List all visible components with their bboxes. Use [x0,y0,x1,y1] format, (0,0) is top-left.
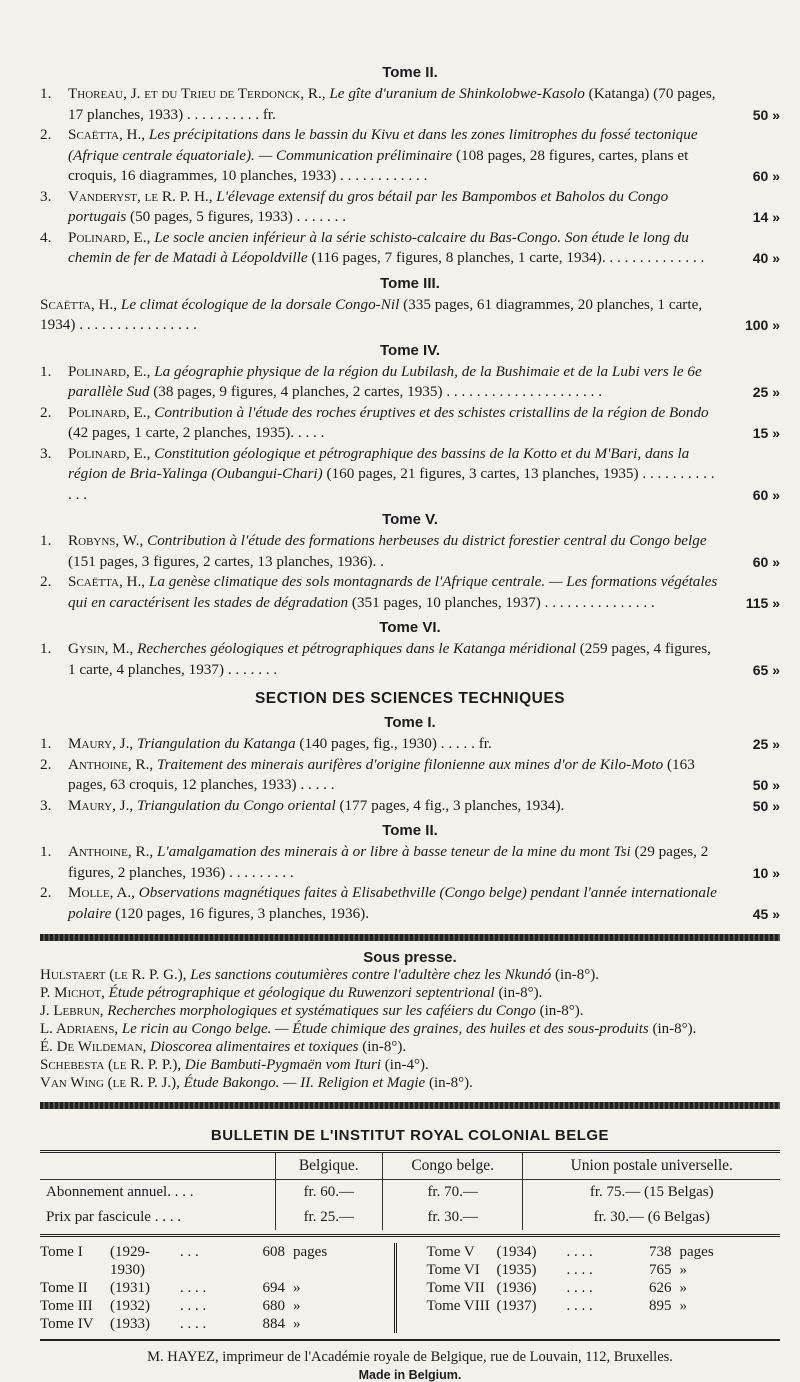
press-author: Schebesta (le R. P. P.), [40,1057,182,1073]
volume-pages: 765 [649,1262,672,1278]
volume-tome: Tome III [40,1298,93,1314]
entry-number: 3. [40,444,52,462]
volume-dots: . . . . [180,1280,207,1296]
entry-price: 15 » [752,425,780,441]
entry-title: Contribution à l'étude des formations herbeuses du district forestier central du Congo belge [147,532,707,549]
entry-title: Le gîte d'uranium de Shinkolobwe-Kasolo [329,85,585,102]
volume-unit: pages [293,1244,328,1260]
volume-pages: 608 [262,1244,285,1260]
entry-text [40,572,780,613]
entry-author: Polinard, E., [68,444,151,462]
entry-text [40,84,780,125]
entry [40,444,780,506]
press-author: J. Lebrun, [40,1003,104,1019]
bulletin-heading: BULLETIN DE L'INSTITUT ROYAL COLONIAL BELGE [210,1127,610,1144]
volume-dots: . . . . [566,1298,593,1314]
volume-unit: » [679,1262,687,1278]
tome-heading: Tome V. [382,511,438,528]
entry-author: Robyns, W., [68,532,144,549]
entry-text [40,187,780,228]
entry-details: (140 pages, fig., 1930) . . . . . fr. [299,735,492,752]
entry-text [40,403,780,444]
entry [40,883,780,924]
volume-tome: Tome II [40,1280,88,1296]
entry-details: (120 pages, 16 figures, 3 planches, 1936). [115,904,370,922]
volume-unit: » [293,1280,301,1296]
entry-author: Scaëtta, H., [40,295,118,313]
entry-number: 1. [40,362,52,380]
entry-price: 115 » [745,594,780,611]
printer-line: M. HAYEZ, imprimeur de l'Académie royale de Belgique, rue de Louvain, 112, Bruxelles. [147,1349,673,1365]
press-format: (in-4°). [384,1057,429,1073]
entry [40,531,780,572]
volume-column-right [394,1243,781,1333]
volume-unit: » [679,1298,687,1314]
press-item [40,1074,780,1092]
entry-number: 1. [40,85,52,102]
column-header [40,1152,275,1180]
entry-details: (38 pages, 9 figures, 4 planches, 2 cartes, 1935) . . . . . . . . . . . . . . . . . . . . . [153,383,603,400]
volume-row [427,1297,781,1315]
natural-sciences-list [40,64,780,680]
entry-details: (163 pages, 63 croquis, 12 planches, 1933) . . . . . [68,755,695,793]
entry-price: 50 » [752,106,780,123]
entry-number: 1. [40,843,52,860]
entry-price: 25 » [752,384,780,400]
entry-text [40,125,780,187]
entry-details: (108 pages, 28 figures, cartes, plans et croquis, 16 diagrammes, 10 planches, 1933) . . . . . . . . . . . . [68,146,689,184]
entry [40,125,780,187]
entry-number: 1. [40,532,52,549]
tome-heading: Tome III. [380,274,440,292]
volume-unit: » [679,1280,687,1296]
volume-year: (1936) [496,1280,537,1296]
entry-text [40,883,780,924]
column-header: Belgique. [275,1152,382,1180]
volume-dots: . . . [180,1244,199,1260]
technical-sciences-list [40,714,780,924]
entry [40,295,780,336]
entry-author: Thoreau, J. et du Trieu de Terdonck, R., [68,85,326,102]
entry-author: Gysin, M., [68,640,134,657]
press-item [40,1002,780,1020]
volume-row [40,1315,394,1333]
content [40,58,780,1382]
cell: fr. 60.— [275,1180,382,1206]
entry-details: (29 pages, 2 figures, 2 planches, 1936) . . . . . . . . . [68,843,709,881]
entry-author: Molle, A., [68,884,135,901]
entry-title: L'élevage extensif du gros bétail par les Bampombos et Baholos du Congo portugais [68,187,669,225]
column-header: Union postale universelle. [523,1152,780,1180]
subscription-table [40,1150,780,1230]
press-title: Les sanctions coutumières contre l'adultère chez les Nkundó [190,967,552,983]
entry-number: 3. [40,187,52,205]
entry [40,842,780,883]
entry-text [40,842,780,883]
entry [40,734,780,755]
divider [40,934,780,941]
cell: fr. 30.— (6 Belgas) [523,1205,780,1230]
entry-details: (Katanga) (70 pages, 17 planches, 1933) . . . . . . . . . . fr. [68,85,716,123]
press-format: (in-8°). [539,1003,584,1019]
entry-details: (335 pages, 61 diagrammes, 20 planches, 1 carte, 1934) . . . . . . . . . . . . . . . . [40,295,703,333]
entry-author: Anthoine, R., [68,755,154,773]
entry-number: 3. [40,796,52,814]
volume-pages: 738 [649,1244,672,1260]
table-row [40,1205,780,1230]
section-title: SECTION DES SCIENCES TECHNIQUES [254,690,566,707]
volume-dots: . . . . [180,1316,207,1332]
entry-price: 60 » [752,486,780,503]
entry-number: 1. [40,640,52,657]
entry-title: Contribution à l'étude des roches éruptives et des schistes cristallins de la région de Bondo [154,403,709,421]
entry-price: 50 » [752,797,780,814]
press-item [40,966,780,984]
entry-title: L'amalgamation des minerais à or libre à basse teneur de la mine du mont Tsi [156,843,631,860]
volume-tome: Tome VI [426,1262,480,1278]
entry-price: 40 » [752,250,780,266]
entry-price: 100 » [744,317,780,333]
press-heading: Sous presse. [363,949,457,966]
press-title: Étude pétrographique et géologique du Ruwenzori septentrional [108,985,495,1001]
entry [40,403,780,444]
entry [40,362,780,403]
press-item [40,1038,780,1056]
entry-text [40,295,780,336]
entry-title: Triangulation du Congo oriental [136,796,336,814]
entry-title: Observations magnétiques faites à Elisabethville (Congo belge) pendant l'année internationale polaire [68,884,717,922]
volume-list [40,1234,780,1341]
press-author: L. Adriaens, [40,1021,119,1037]
entry-author: Scaëtta, H., [68,573,146,590]
entry-title: La genèse climatique des sols montagnards de l'Afrique centrale. — Les formations végétales qui en caractérisent les stades de dégradation [68,573,718,611]
entry-details: (50 pages, 5 figures, 1933) . . . . . . . [130,208,346,225]
volume-unit: » [293,1298,301,1314]
press-author: Van Wing (le R. P. J.), [40,1075,180,1091]
entry [40,187,780,228]
volume-tome: Tome IV [40,1316,94,1332]
press-author: É. De Wildeman, [40,1039,147,1055]
volume-pages: 884 [262,1316,285,1332]
entry-text [40,362,780,403]
entry-text [40,734,780,755]
entry [40,572,780,613]
entry-details: (151 pages, 3 figures, 2 cartes, 13 planches, 1936). . [68,552,384,570]
entry-details: (116 pages, 7 figures, 8 planches, 1 carte, 1934). . . . . . . . . . . . . . [311,249,705,266]
entry-title: Traitement des minerais aurifères d'origine filonienne aux mines d'or de Kilo-Moto [156,755,664,773]
column-header: Congo belge. [382,1152,523,1180]
press-title: Die Bambuti-Pygmaën vom Ituri [184,1057,382,1073]
volume-dots: . . . . [566,1244,593,1260]
entry-details: (160 pages, 21 figures, 3 cartes, 13 planches, 1935) . . . . . . . . . . . . . [68,465,715,503]
volume-dots: . . . . [180,1298,207,1314]
entry-details: (259 pages, 4 figures, 1 carte, 4 planches, 1937) . . . . . . . [68,640,711,678]
entry-text [40,531,780,572]
entry [40,796,780,817]
entry-author: Polinard, E., [68,362,151,380]
tome-heading: Tome I. [384,714,436,731]
entry-details: (177 pages, 4 fig., 3 planches, 1934). [339,796,565,814]
press-format: (in-8°). [555,967,599,983]
volume-row [40,1279,394,1297]
entry [40,639,780,680]
entry-author: Anthoine, R., [68,843,154,860]
entry [40,755,780,796]
press-list [40,966,780,1092]
cell: fr. 70.— [382,1180,523,1206]
volume-row [427,1279,781,1297]
volume-dots: . . . . [566,1262,593,1278]
entry-author: Maury, J., [68,735,134,752]
volume-pages: 694 [262,1280,285,1296]
entry-number: 2. [40,403,52,421]
volume-unit: pages [679,1244,714,1260]
entry-text [40,639,780,680]
entry-number: 2. [40,755,52,773]
entry-title: Le socle ancien inférieur à la série schisto-calcaire du Bas-Congo. Son étude le long du chemin de fer de Matadi à Léopoldville [68,228,689,266]
made-in-line: Made in Belgium. [358,1368,462,1382]
volume-tome: Tome VIII [426,1298,490,1314]
volume-tome: Tome V [426,1244,475,1260]
entry-price: 50 » [752,777,780,793]
volume-year: (1932) [110,1298,150,1314]
volume-tome: Tome VII [426,1280,485,1296]
volume-pages: 895 [649,1298,672,1314]
press-author: P. Michot, [40,985,105,1001]
tome-heading: Tome II. [382,822,438,839]
entry-title: Le climat écologique de la dorsale Congo-Nil [120,295,400,313]
entry [40,228,780,269]
volume-row [40,1243,394,1279]
entry-text [40,444,780,506]
entry-number: 4. [40,228,52,246]
entry-title: Constitution géologique et pétrographique des bassins de la Kotto et du M'Bari, dans la région de Bria-Yalinga (Oubangui-Chari) [68,444,690,482]
press-format: (in-8°). [498,985,543,1001]
entry-number: 1. [40,735,52,752]
entry-number: 2. [40,126,52,143]
volume-year: (1937) [496,1298,537,1314]
cell: fr. 75.— (15 Belgas) [523,1180,780,1206]
volume-row [40,1297,394,1315]
volume-pages: 626 [649,1280,672,1296]
entry-price: 60 » [752,553,780,570]
entry-number: 2. [40,573,52,590]
entry-author: Vanderyst, le R. P. H., [68,187,213,205]
press-item [40,1056,780,1074]
entry-details: (351 pages, 10 planches, 1937) . . . . . . . . . . . . . . . [351,593,655,611]
press-format: (in-8°). [428,1075,473,1091]
tome-heading: Tome VI. [379,619,441,636]
cell: fr. 25.— [275,1205,382,1230]
row-label: Prix par fascicule . . . . [46,1209,181,1225]
entry-title: La géographie physique de la région du Lubilash, de la Bushimaie et de la Lubi vers le 6e parallèle Sud [68,362,702,400]
volume-year: (1929-1930) [110,1244,150,1278]
entry-title: Les précipitations dans le bassin du Kivu et dans les zones limitrophes du fossé tectonique (Afrique centrale équatoriale). — Communication préliminaire [68,126,698,164]
entry-text [40,755,780,796]
divider [40,1102,780,1109]
press-format: (in-8°). [652,1021,697,1037]
entry-title: Recherches géologiques et pétrographiques dans le Katanga méridional [137,640,576,657]
table-row [40,1180,780,1206]
press-item [40,984,780,1002]
volume-unit: » [293,1316,301,1332]
volume-dots: . . . . [566,1280,593,1296]
entry-price: 25 » [752,736,780,752]
volume-year: (1934) [496,1244,537,1260]
entry-text [40,228,780,269]
entry [40,84,780,125]
press-item [40,1020,780,1038]
volume-year: (1931) [110,1280,150,1296]
cell: fr. 30.— [382,1205,523,1230]
volume-tome: Tome I [40,1244,83,1260]
press-title: Dioscorea alimentaires et toxiques [150,1039,359,1055]
entry-author: Scaëtta, H., [68,126,146,143]
tome-heading: Tome IV. [379,341,441,359]
press-format: (in-8°). [362,1039,407,1055]
volume-row [427,1261,781,1279]
press-author: Hulstaert (le R. P. G.), [40,967,187,983]
entry-price: 45 » [752,905,780,922]
entry-author: Polinard, E., [68,403,151,421]
entry-price: 60 » [752,168,780,184]
volume-year: (1933) [110,1316,150,1332]
volume-pages: 680 [262,1298,285,1314]
tome-heading: Tome II. [382,64,438,81]
volume-column-left [40,1243,394,1333]
entry-details: (42 pages, 1 carte, 2 planches, 1935). . . . . [68,424,325,441]
entry-title: Triangulation du Katanga [136,735,296,752]
press-title: Recherches morphologiques et systématiques sur les caféiers du Congo [107,1003,536,1019]
press-title: Le ricin au Congo belge. — Étude chimique des graines, des huiles et des sous-produits [121,1021,649,1037]
press-title: Étude Bakongo. — II. Religion et Magie [183,1075,426,1091]
row-label: Abonnement annuel. . . . [46,1184,194,1200]
entry-price: 65 » [752,661,780,678]
entry-author: Maury, J., [68,796,134,814]
entry-price: 14 » [752,209,780,225]
entry-number: 2. [40,884,52,901]
entry-author: Polinard, E., [68,228,151,246]
entry-text [40,796,780,817]
volume-row [427,1243,781,1261]
entry-price: 10 » [752,864,780,881]
volume-year: (1935) [496,1262,537,1278]
